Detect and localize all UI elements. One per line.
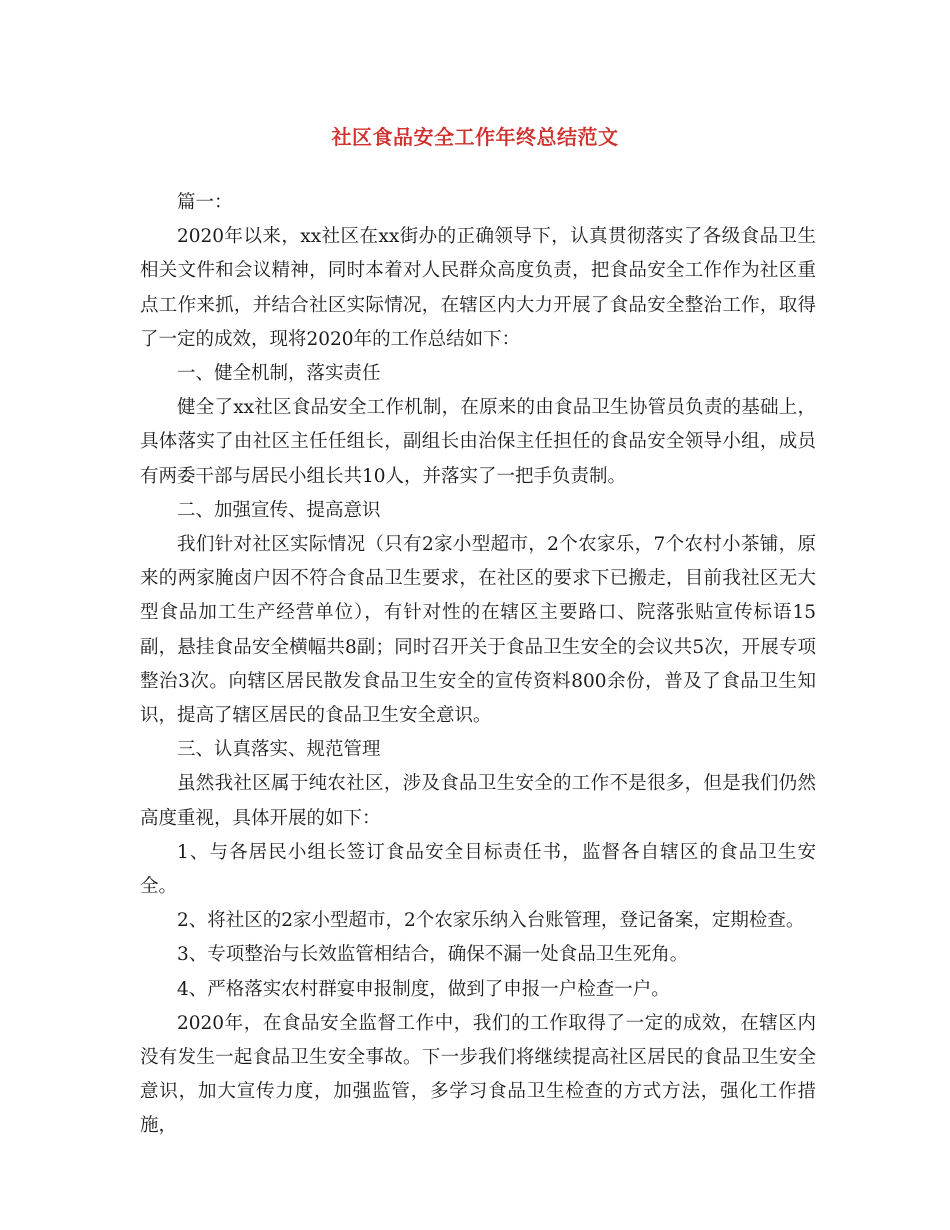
paragraph-section-label: 篇一： <box>177 192 233 213</box>
paragraph-section-1: 健全了xx社区食品安全工作机制，在原来的由食品卫生协管员负责的基础上，具体落实了由社区主任任组长，副组长由治保主任担任的食品安全领导小组，成员有两委干部与居民小组长共10人，并落实了一把手负责制。 <box>140 397 816 487</box>
list-item-2: 2、将社区的2家小型超市，2个农家乐纳入台账管理，登记备案，定期检查。 <box>177 910 805 932</box>
list-item-4: 4、严格落实农村群宴申报制度，做到了申报一户检查一户。 <box>177 978 670 1000</box>
list-item-3: 3、专项整治与长效监管相结合，确保不漏一处食品卫生死角。 <box>177 944 689 966</box>
paragraph-intro: 2020年以来，xx社区在xx街办的正确领导下，认真贯彻落实了各级食品卫生相关文件和会议精神，同时本着对人民群众高度负责，把食品安全工作作为社区重点工作来抓，并结合社区实际情况，在辖区内大力开展了食品安全整治工作，取得了一定的成效，现将2020年的工作总结如下： <box>140 226 816 350</box>
document-title: 社区食品安全工作年终总结范文 <box>331 125 619 149</box>
document-body <box>140 186 816 1144</box>
heading-section-1: 一、健全机制，落实责任 <box>177 363 381 385</box>
list-item-1: 1、与各居民小组长签订食品安全目标责任书，监督各自辖区的食品卫生安全。 <box>140 841 816 898</box>
paragraph-section-2: 我们针对社区实际情况（只有2家小型超市，2个农家乐，7个农村小茶铺，原来的两家腌卤户因不符合食品卫生要求，在社区的要求下已搬走，目前我社区无大型食品加工生产经营单位），有针对性的在辖区主要路口、院落张贴宣传标语15副，悬挂食品安全横幅共8副；同时召开关于食品卫生安全的会议共5次，开展专项整治3次。向辖区居民散发食品卫生安全的宣传资料800余份，普及了食品卫生知识，提高了辖区居民的食品卫生安全意识。 <box>140 534 816 727</box>
paragraph-section-3: 虽然我社区属于纯农社区，涉及食品卫生安全的工作不是很多，但是我们仍然高度重视，具体开展的如下： <box>140 773 816 829</box>
heading-section-2: 二、加强宣传、提高意识 <box>177 499 381 521</box>
paragraph-conclusion: 2020年，在食品安全监督工作中，我们的工作取得了一定的成效，在辖区内没有发生一起食品卫生安全事故。下一步我们将继续提高社区居民的食品卫生安全意识，加大宣传力度，加强监管，多学习食品卫生检查的方式方法，强化工作措施， <box>140 1012 816 1137</box>
heading-section-3: 三、认真落实、规范管理 <box>177 739 381 761</box>
